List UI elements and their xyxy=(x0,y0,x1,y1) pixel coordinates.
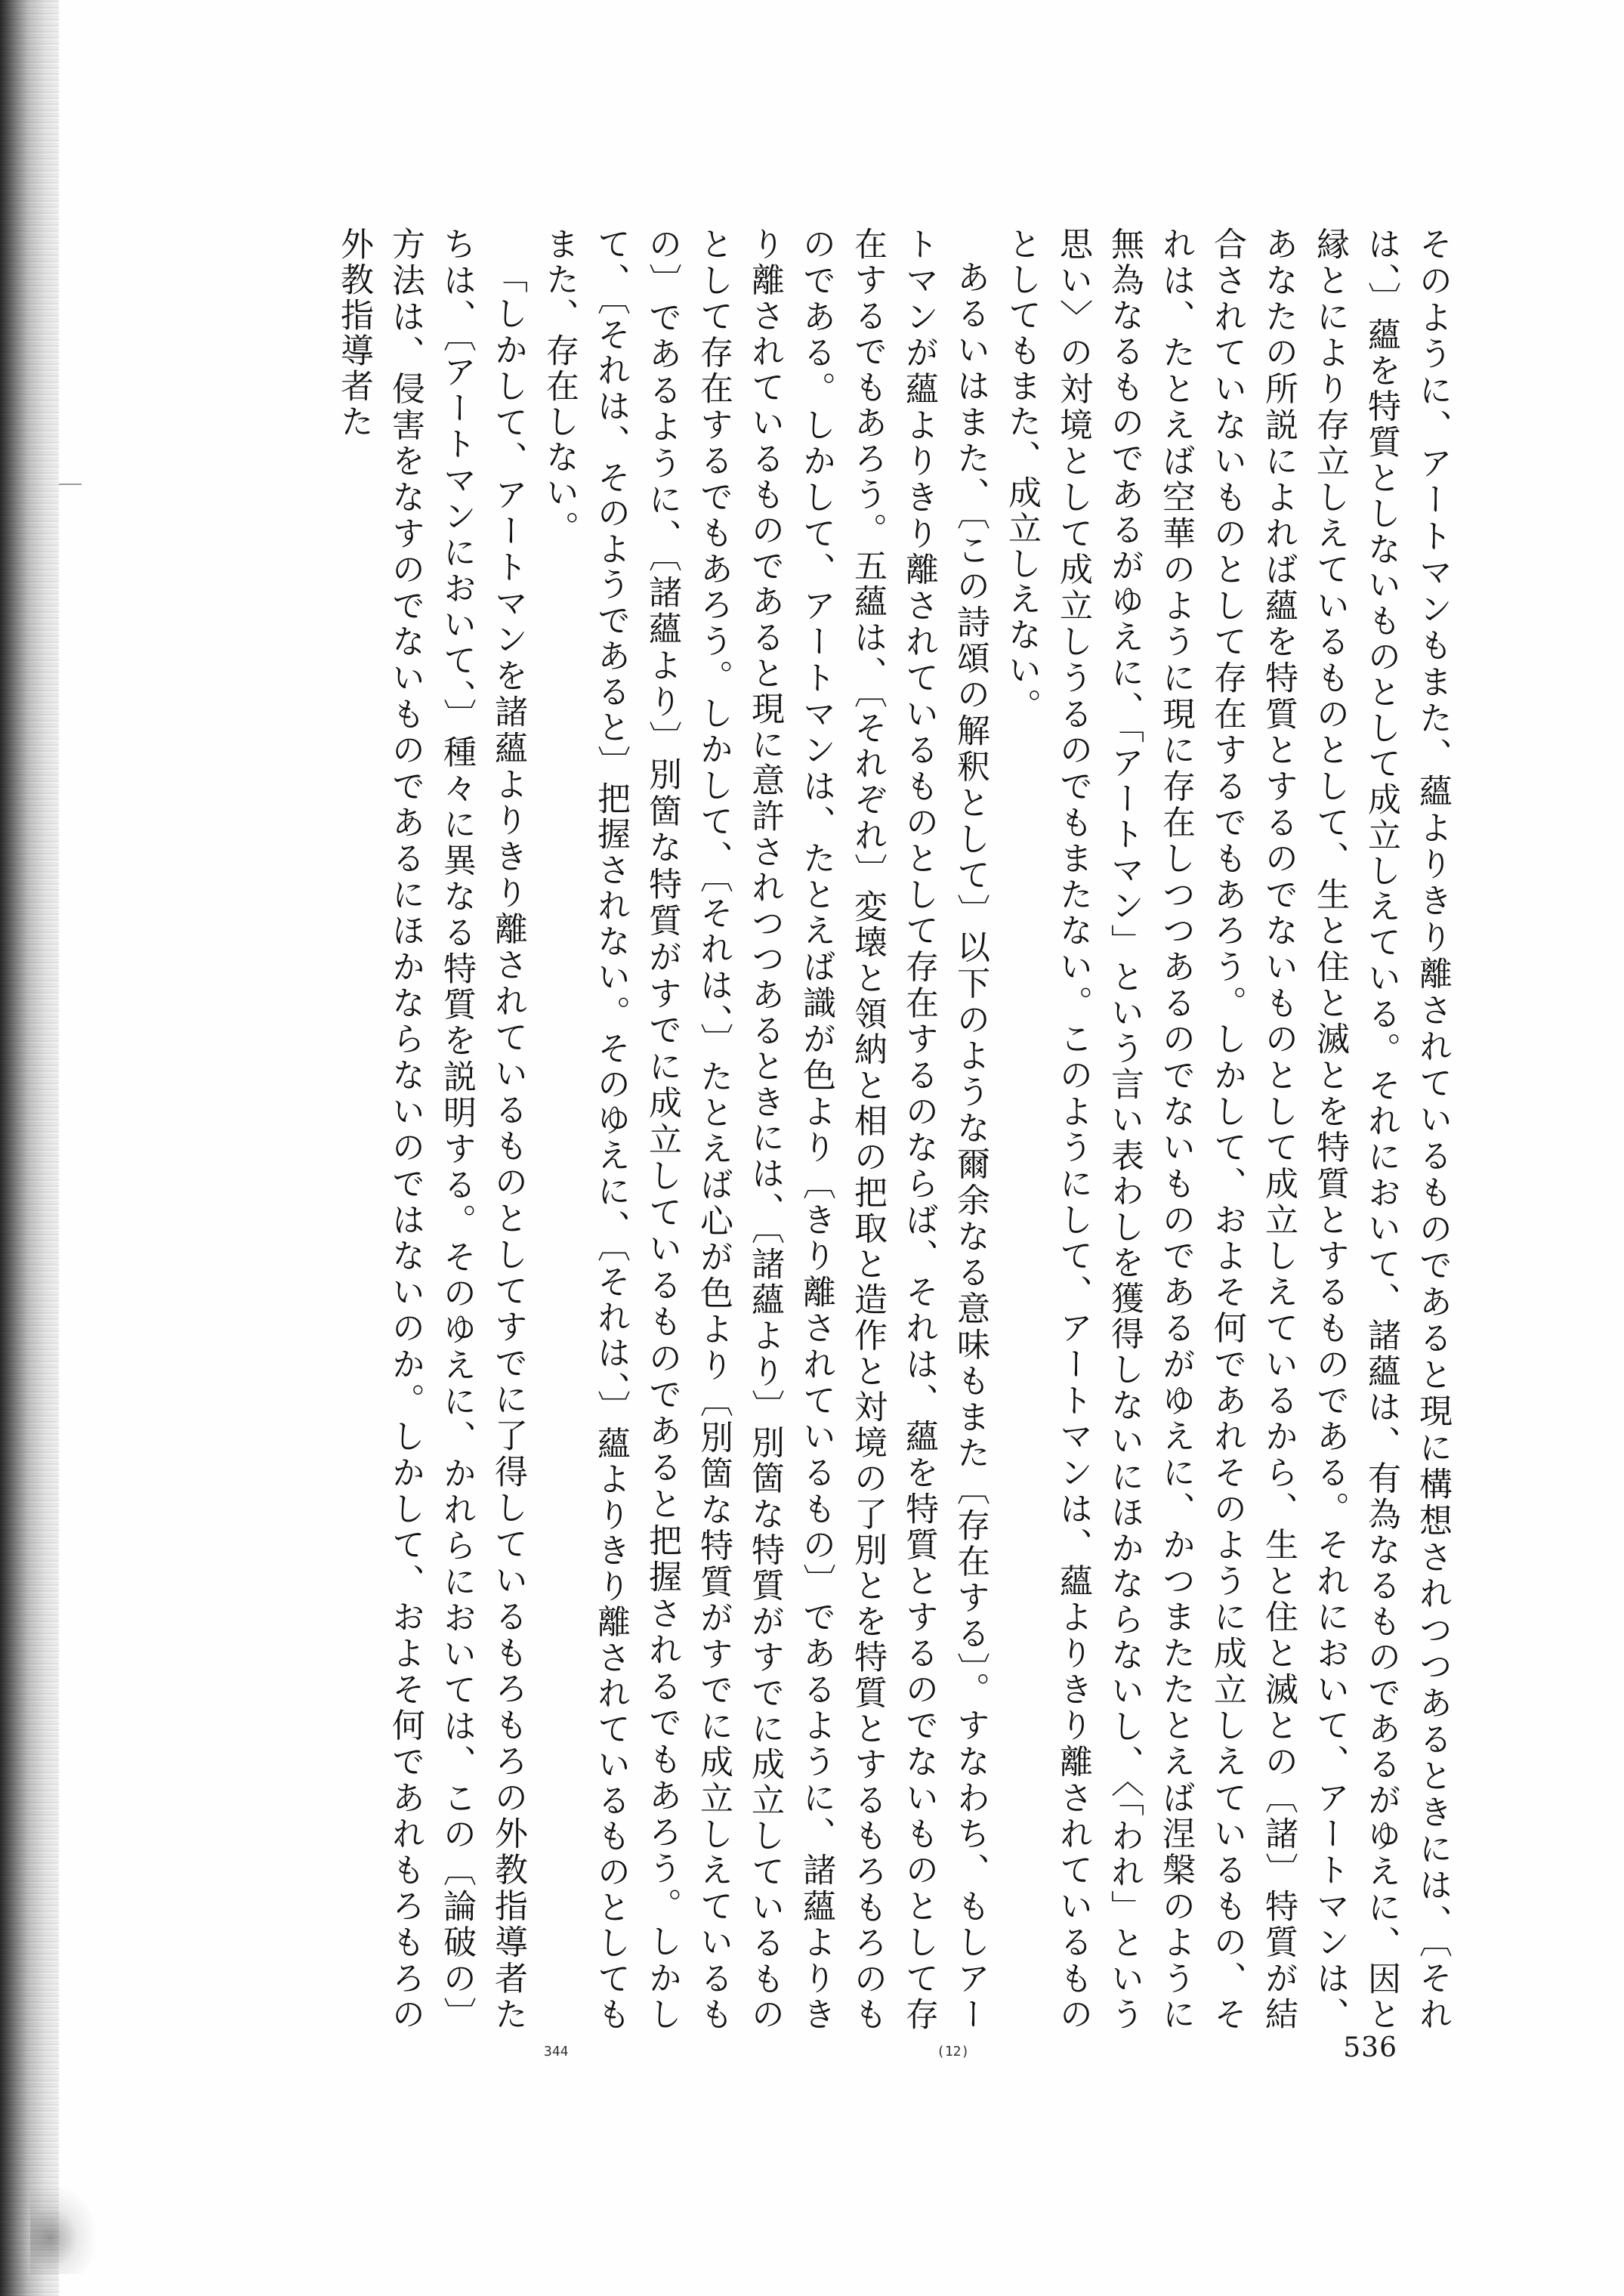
paragraph-3: 「しかして、アートマンを諸蘊よりきり離されているものとしてすでに了得しているもろもろの外教指導者たちは、〔アートマンにおいて、〕種々に異なる特質を説明する。そのゆえに、かれらにおいては、この〔論破の〕方法は、侵害をなすのでないものであるにほかならないのではないのか。しかして、およそ何であれもろもろの外教指導者た xyxy=(335,227,527,2032)
paragraph-1: そのように、アートマンもまた、蘊よりきり離されているものであると現に構想されつつあるときには、〔それは、〕蘊を特質としないものとして成立しえている。それにおいて、諸蘊は、有為なるものであるがゆえに、因と縁とにより存立しえているものとして、生と住と滅とを特質とするものである。それにおいて、アートマンは、あなたの所説によれば蘊を特質とするのでないものとして成立しえているから、生と住と滅との〔諸〕特質が結合されていないものとして存在するでもあろう。しかして、およそ何であれそのように成立しえているもの、それは、たとえば空華のように現に存在しつつあるのでないものであるがゆえに、かつまたたとえば涅槃のように無為なるものであるがゆえに、「アートマン」という言い表わしを獲得しないにほかならないし、〈「われ」という思い〉の対境として成立しうるのでもまたない。このようにして、アートマンは、蘊よりきり離されているものとしてもまた、成立しえない。 xyxy=(1002,227,1452,2032)
inner-page-marker-left: 344 xyxy=(544,2044,569,2060)
inner-page-marker-right: (12) xyxy=(937,2044,970,2060)
page-number: 536 xyxy=(1343,2032,1397,2063)
paragraph-2: あるいはまた、〔この詩頌の解釈として〕以下のような爾余なる意味もまた〔存在する〕。すなわち、もしアートマンが蘊よりきり離されているものとして存在するのならば、それは、蘊を特質とするのでないものとして存在するでもあろう。五蘊は、〔それぞれ〕変壊と領納と相の把取と造作と対境の了別とを特質とするもろもろのものである。しかして、アートマンは、たとえば識が色より〔きり離されているもの〕であるように、諸蘊よりきり離されているものであると現に意許されつつあるときには、〔諸蘊より〕別箇な特質がすでに成立しているものとして存在するでもあろう。しかして、〔それは、〕たとえば心が色より〔別箇な特質がすでに成立しえているもの〕であるように、〔諸蘊より〕別箇な特質がすでに成立しているものであると把握されるでもあろう。しかして、〔それは、そのようであると〕把握されない。そのゆえに、〔それは、〕蘊よりきり離されているものとしてもまた、存在しない。 xyxy=(540,227,990,2032)
binding-mark xyxy=(59,484,82,485)
binding-shadow xyxy=(0,0,59,2296)
vertical-body-text xyxy=(211,227,1458,2032)
scan-smudge xyxy=(30,2183,98,2274)
